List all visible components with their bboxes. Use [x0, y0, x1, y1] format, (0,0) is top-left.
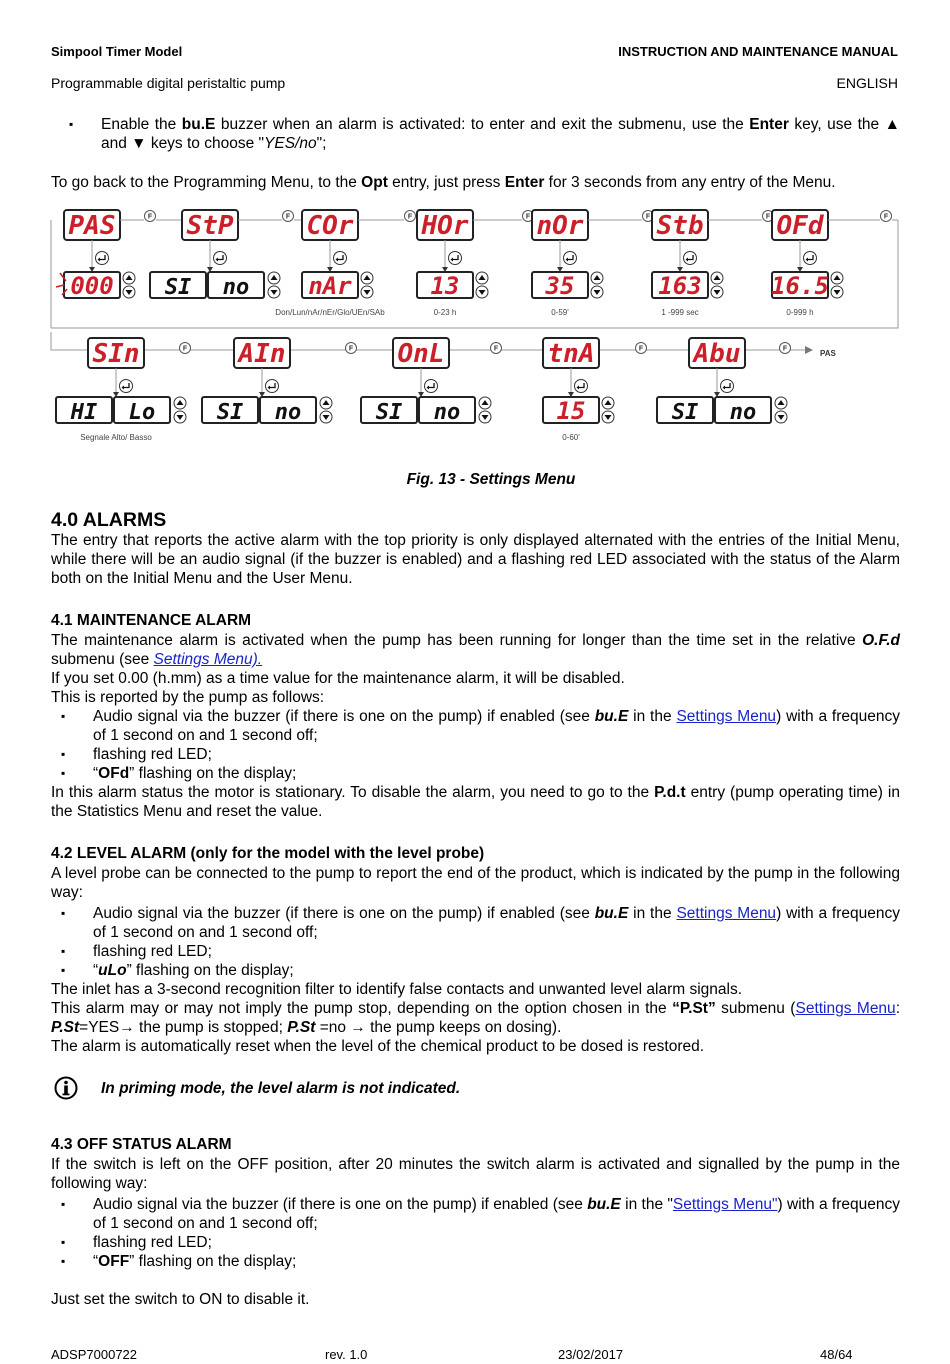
entry-code-text: Stb — [656, 211, 704, 241]
s42-list — [51, 904, 900, 980]
footer-revision: rev. 1.0 — [325, 1347, 368, 1362]
list-item: ▪ Audio signal via the buzzer (if there is one on the pump) if enabled (see bu.E in the Settings Menu) with a frequency of 1 second on and 1 second off; — [51, 707, 900, 745]
menu-entry — [361, 338, 491, 425]
list-item: ▪ Audio signal via the buzzer (if there is one on the pump) if enabled (see bu.E in the "Settings Menu") with a frequency of 1 second on and 1 second off; — [51, 1195, 900, 1233]
header-subtitle: Programmable digital peristaltic pump — [51, 75, 286, 91]
f-key-icon — [405, 211, 416, 222]
entry-code-text: tnA — [547, 339, 595, 369]
range-label: 0-999 h — [786, 308, 814, 317]
f-key-label: F — [525, 213, 531, 221]
up-down-keys-icon — [320, 397, 332, 423]
list-item: ▪ Audio signal via the buzzer (if there is one on the pump) if enabled (see bu.E in the Settings Menu) with a frequency of 1 second on and 1 second off; — [51, 904, 900, 942]
section-4-2-title: 4.2 LEVEL ALARM (only for the model with the level probe) — [51, 845, 485, 862]
f-key-icon — [346, 343, 357, 354]
settings-menu-diagram — [50, 200, 900, 445]
header-model: Simpool Timer Model — [51, 44, 183, 59]
menu-entry — [275, 210, 385, 317]
enter-key-icon — [721, 380, 734, 393]
settings-menu-link[interactable]: Settings Menu). — [153, 651, 263, 668]
up-down-keys-icon — [174, 397, 186, 423]
f-key-label: F — [645, 213, 651, 221]
enter-key-icon — [804, 252, 817, 265]
section-4-2-body — [51, 864, 900, 1056]
entry-code-text: COr — [306, 211, 354, 241]
f-key-label: F — [407, 213, 413, 221]
s41-p3: This is reported by the pump as follows: — [51, 689, 325, 706]
section-4-0-body: The entry that reports the active alarm with the top priority is only displayed alternated with the entries of the Initial Menu, while there will be an audio signal (if the buzzer is enabled) and a flashing red LED associated with the status of the Alarm both on the Initial Menu and the User Menu. — [51, 532, 900, 587]
list-item: ▪ flashing red LED; — [51, 942, 900, 961]
value-text: 15 — [556, 397, 586, 425]
list-item: ▪ “uLo” flashing on the display; — [51, 961, 900, 980]
f-key-icon — [145, 211, 156, 222]
menu-entry — [417, 210, 488, 317]
section-4-0-title: 4.0 ALARMS — [51, 509, 167, 531]
enter-key-icon — [334, 252, 347, 265]
value-text-left: SI — [375, 400, 403, 425]
up-down-keys-icon — [476, 272, 488, 298]
f-key-label: F — [765, 213, 771, 221]
value-text-right: no — [433, 400, 461, 425]
s41-list — [51, 707, 900, 783]
entry-code-text: SIn — [92, 339, 140, 369]
entry-code-text: StP — [186, 211, 234, 241]
value-text-left: SI — [671, 400, 699, 425]
entry-code-text: OnL — [397, 339, 445, 369]
list-item: ▪ flashing red LED; — [51, 1233, 900, 1252]
entry-code-text: OFd — [776, 211, 824, 241]
up-down-keys-icon — [479, 397, 491, 423]
settings-menu-link[interactable]: Settings Menu — [676, 905, 777, 922]
f-key-label: F — [493, 345, 499, 353]
s43-p2: Just set the switch to ON to disable it. — [51, 1291, 310, 1308]
settings-menu-link[interactable]: Settings Menu — [676, 708, 777, 725]
list-item: ▪ “OFd” flashing on the display; — [51, 764, 900, 783]
menu-entry — [652, 210, 723, 317]
f-key-icon — [780, 343, 791, 354]
list-item: ▪ “OFF” flashing on the display; — [51, 1252, 900, 1271]
f-key-label: F — [147, 213, 153, 221]
intro-bullet: ▪ Enable the bu.E buzzer when an alarm is activated: to enter and exit the submenu, use the Enter key, use the ▲ and ▼ keys to choose "YES/no"; — [51, 115, 900, 153]
enter-key-icon — [564, 252, 577, 265]
value-text: 16.5 — [771, 272, 829, 300]
menu-entry — [56, 338, 186, 442]
entry-code-text: AIn — [238, 339, 286, 369]
info-icon — [54, 1076, 78, 1100]
f-key-label: F — [883, 213, 889, 221]
menu-entry — [543, 338, 614, 442]
f-key-label: F — [182, 345, 188, 353]
section-4-3-title: 4.3 OFF STATUS ALARM — [51, 1136, 232, 1153]
range-label: 1 -999 sec — [661, 308, 699, 317]
enter-key-icon — [449, 252, 462, 265]
footer-doc-code: ADSP7000722 — [51, 1347, 138, 1362]
menu-entry — [532, 210, 603, 317]
enter-key-icon — [214, 252, 227, 265]
up-down-keys-icon — [831, 272, 843, 298]
value-text-left: SI — [164, 275, 192, 300]
value-text-right: no — [222, 275, 250, 300]
value-text-left: SI — [216, 400, 244, 425]
f-key-label: F — [638, 345, 644, 353]
entry-code-text: PAS — [68, 211, 116, 241]
section-4-1-body — [51, 631, 900, 821]
up-down-keys-icon — [775, 397, 787, 423]
entry-code-text: Abu — [693, 339, 741, 369]
s43-p1: If the switch is left on the OFF position, after 20 minutes the switch alarm is activated and signalled by the pump in the following way: — [51, 1156, 900, 1192]
up-down-keys-icon — [268, 272, 280, 298]
section-4-3-body — [51, 1155, 900, 1309]
range-label: Segnale Alto/ Basso — [80, 433, 152, 442]
f-key-icon — [180, 343, 191, 354]
menu-entry — [202, 338, 332, 425]
figure-caption: Fig. 13 - Settings Menu — [406, 471, 576, 488]
enter-key-icon — [425, 380, 438, 393]
f-key-icon — [881, 211, 892, 222]
menu-entry — [771, 210, 843, 317]
value-text: 13 — [430, 272, 460, 300]
footer-date: 23/02/2017 — [558, 1347, 624, 1362]
row2-flow-arrow — [805, 346, 813, 354]
enter-key-icon — [575, 380, 588, 393]
s43-list — [51, 1195, 900, 1271]
value-text-left: HI — [70, 400, 98, 425]
settings-menu-link[interactable]: Settings Menu — [795, 1000, 896, 1017]
value-text: nAr — [308, 272, 352, 300]
range-label: 0-23 h — [433, 308, 457, 317]
intro-back-text: To go back to the Programming Menu, to the Opt entry, just press Enter for 3 seconds from any entry of the Menu. — [51, 174, 836, 191]
up-down-keys-icon — [711, 272, 723, 298]
s41-p2: If you set 0.00 (h.mm) as a time value for the maintenance alarm, it will be disabled. — [51, 670, 625, 687]
menu-entry — [56, 210, 135, 300]
s42-p1: A level probe can be connected to the pump to report the end of the product, which is indicated by the pump in the following way: — [51, 865, 900, 901]
up-down-keys-icon — [361, 272, 373, 298]
value-text-right: no — [729, 400, 757, 425]
value-text: 35 — [545, 272, 575, 300]
value-text: 163 — [658, 272, 702, 300]
section-4-1-title: 4.1 MAINTENANCE ALARM — [51, 612, 252, 629]
enter-key-icon — [684, 252, 697, 265]
s41-p4: In this alarm status the motor is stationary. To disable the alarm, you need to go to the P.d.t entry (pump operating time) in the Statistics Menu and reset the value. — [51, 784, 900, 820]
f-key-icon — [636, 343, 647, 354]
f-key-icon — [491, 343, 502, 354]
f-key-label: F — [348, 345, 354, 353]
s42-p3: This alarm may or may not imply the pump stop, depending on the option chosen in the “P.St” submenu (Settings Menu: P.St=YES→ the pump is stopped; P.St =no → the pump keeps on dosing). — [51, 1000, 900, 1036]
f-key-icon — [283, 211, 294, 222]
value-text-right: Lo — [128, 400, 156, 425]
pas-label: PAS — [820, 349, 836, 358]
range-label: 0-60' — [562, 433, 580, 442]
s42-p4: The alarm is automatically reset when the level of the chemical product to be dosed is restored. — [51, 1038, 705, 1055]
up-down-keys-icon — [602, 397, 614, 423]
enter-key-icon — [120, 380, 133, 393]
enter-key-icon — [266, 380, 279, 393]
header-language: ENGLISH — [836, 75, 898, 91]
value-text-right: no — [274, 400, 302, 425]
value-text: 000 — [70, 272, 114, 300]
f-key-label: F — [285, 213, 291, 221]
up-down-keys-icon — [123, 272, 135, 298]
menu-entry — [657, 338, 787, 425]
up-down-keys-icon — [591, 272, 603, 298]
enter-key-icon — [96, 252, 109, 265]
menu-entry — [147, 210, 280, 300]
s41-p1: The maintenance alarm is activated when the pump has been running for longer than the time set in the relative O.F.d submenu (see Settings Menu). — [51, 632, 900, 668]
header-manual-title: INSTRUCTION AND MAINTENANCE MANUAL — [618, 44, 898, 59]
entry-code-text: HOr — [421, 211, 469, 241]
footer-page-number: 48/64 — [820, 1347, 853, 1362]
priming-note: In priming mode, the level alarm is not indicated. — [101, 1080, 461, 1097]
s42-p2: The inlet has a 3-second recognition filter to identify false contacts and unwanted level alarm signals. — [51, 981, 742, 998]
settings-menu-link[interactable]: Settings Menu" — [672, 1196, 778, 1213]
list-item: ▪ flashing red LED; — [51, 745, 900, 764]
f-key-label: F — [782, 345, 788, 353]
range-label: Don/Lun/nAr/nEr/Glo/UEn/SAb — [275, 308, 385, 317]
range-label: 0-59' — [551, 308, 569, 317]
entry-code-text: nOr — [536, 211, 584, 241]
